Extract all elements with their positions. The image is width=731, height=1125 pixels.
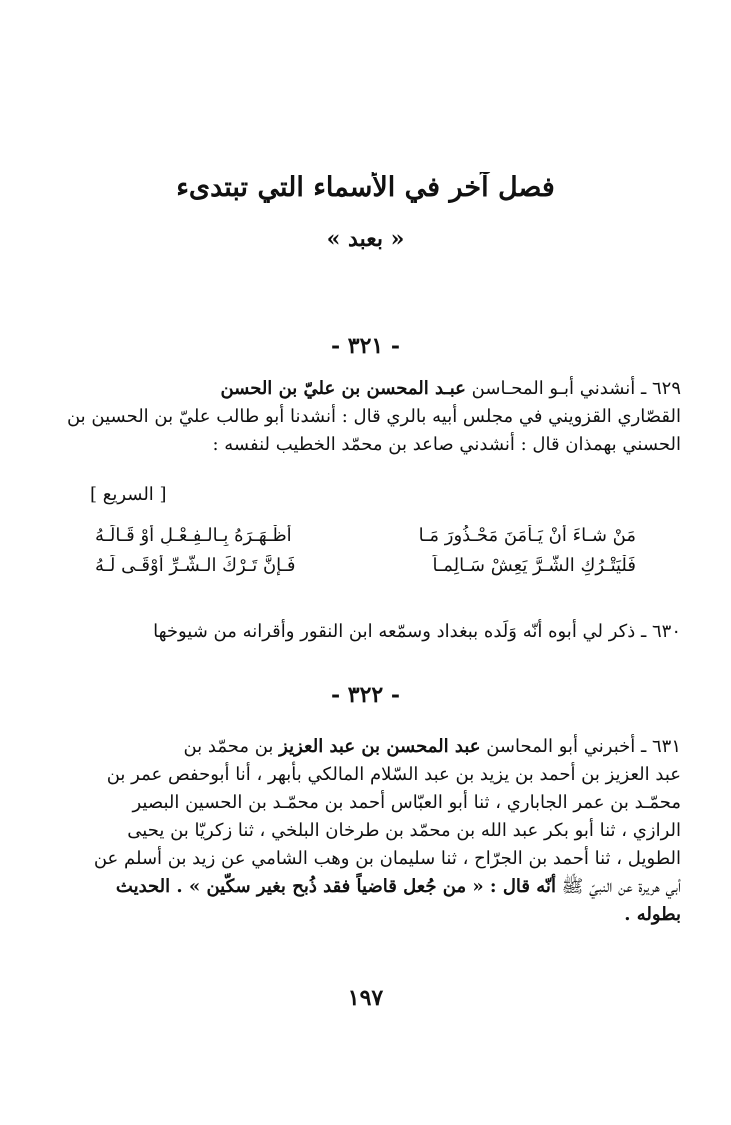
chapter-subtitle: « بعبد » bbox=[326, 226, 405, 252]
text-line: ٦٣٠ ـ ذكر لي أبوه أنّه وَلَده ببغداد وسمّعه ابن النقور وأقرانه من شيوخها bbox=[153, 621, 681, 642]
verse-first-hemistich: مَنْ شـاءَ أَنْ يَـأْمَنَ مَحْـذُورَ مَـا bbox=[418, 525, 636, 546]
text-line: ٦٣١ ـ أخبرني أبو المحاسن عبد المحسن بن عبد العزيز بن محمّد بن bbox=[183, 736, 681, 757]
verse-second-hemistich: فَـإِنَّ تَـرْكَ الـشَّـرِّ أَوْقَـى لَـهُ bbox=[95, 555, 296, 576]
text-line: الطويل ، ثنا أحمد بن الجرّاح ، ثنا سليمان بن وهب الشامي عن زيد بن أسلم عن bbox=[93, 848, 681, 869]
chapter-title: فصل آخر في الأسماء التي تبتدىء bbox=[176, 172, 555, 203]
text-line: الحسني بهمذان قال : أنشدني صاعد بن محمّد الخطيب لنفسه : bbox=[212, 434, 681, 455]
poetic-meter-label: [ السريع ] bbox=[90, 484, 167, 505]
verse-second-hemistich: أَظْـهَـرَهُ بِـالـفِـعْـلِ أَوْ قَـالَـهُ bbox=[95, 525, 292, 546]
text-line: عبد العزيز بن أحمد بن يزيد بن عبد السّلام المالكي بأبهر ، أنا أبوحفص عمر بن bbox=[106, 764, 681, 785]
section-number: - ٣٢١ - bbox=[330, 333, 401, 359]
paragraph-631 bbox=[55, 733, 681, 929]
text-line: أبي هريرة عن النبيّ ﷺ أنّه قال : « من جُعل قاضياً فقد ذُبح بغير سكّين » . الحديث bbox=[115, 876, 681, 897]
text-line: القصّاري القزويني في مجلس أبيه بالري قال : أنشدنا أبو طالب عليّ بن الحسين بن bbox=[66, 406, 681, 427]
section-number: - ٣٢٢ - bbox=[330, 682, 401, 708]
paragraph-630 bbox=[55, 618, 681, 646]
verse-line bbox=[95, 525, 636, 546]
text-line: محمّـد بن عمر الجاباري ، ثنا أبو العبّاس أحمد بن محمّـد بن الحسين البصير bbox=[132, 792, 681, 813]
page-number: ١٩٧ bbox=[347, 985, 384, 1011]
text-line: الرازي ، ثنا أبو بكر عبد الله بن محمّد بن طرخان البلخي ، ثنا زكريّا بن يحيى bbox=[127, 820, 681, 841]
text-line: بطوله . bbox=[624, 904, 681, 925]
verse-first-hemistich: فَلْيَتْـرُكِ الشَّـرَّ يَعِشْ سَـالِمـاً bbox=[432, 555, 636, 576]
text-line: ٦٢٩ ـ أنشدني أبـو المحـاسن عبـد المحسن بن عليّ بن الحسن bbox=[220, 378, 681, 399]
verse-line bbox=[95, 555, 636, 576]
paragraph-629 bbox=[55, 375, 681, 459]
